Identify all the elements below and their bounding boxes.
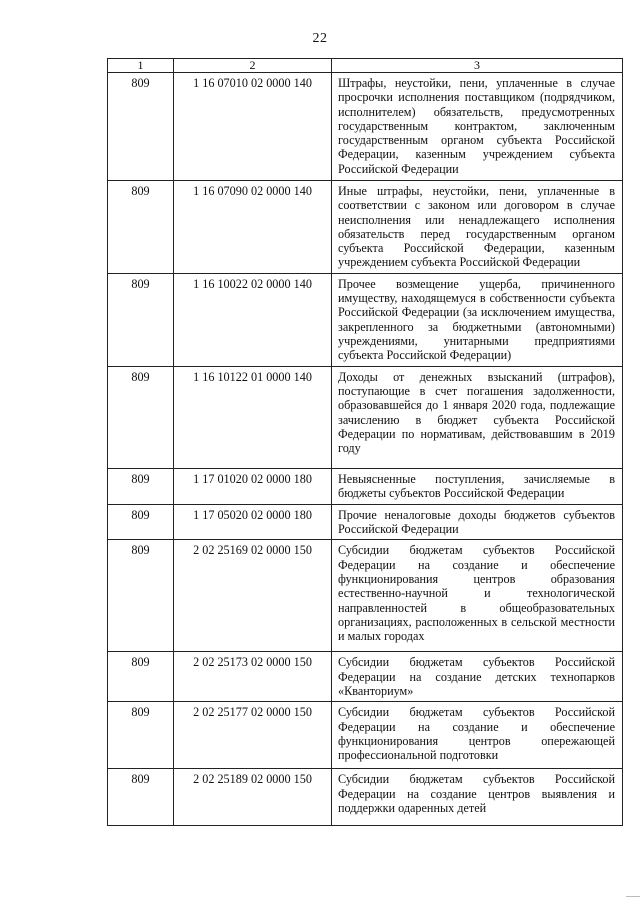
- description-cell: Прочее возмещение ущерба, причиненного имуществу, находящемуся в собственности субъекта Российской Федерации (за исключением имущества, закрепленного за бюджетными (автономными) учреждениями, унитарными предприятиями субъекта Российской Федерации): [332, 273, 623, 366]
- table-row: [108, 468, 623, 504]
- table-row: [108, 181, 623, 274]
- budget-code-cell: 2 02 25173 02 0000 150: [174, 652, 332, 702]
- budget-code-cell: 2 02 25189 02 0000 150: [174, 769, 332, 826]
- column-header-3: 3: [332, 59, 623, 73]
- admin-code-cell: 809: [108, 504, 174, 540]
- budget-code-cell: 1 17 01020 02 0000 180: [174, 468, 332, 504]
- description-cell: Субсидии бюджетам субъектов Российской Федерации на создание и обеспечение функционирования центров образования естественно-научной и технологической направленностей в общеобразовательных организациях, расположенных в сельской местности и малых городах: [332, 540, 623, 652]
- admin-code-cell: 809: [108, 181, 174, 274]
- budget-code-cell: 1 16 10122 01 0000 140: [174, 366, 332, 468]
- admin-code-cell: 809: [108, 468, 174, 504]
- admin-code-cell: 809: [108, 702, 174, 769]
- budget-code-cell: 2 02 25177 02 0000 150: [174, 702, 332, 769]
- description-cell: Штрафы, неустойки, пени, уплаченные в случае просрочки исполнения поставщиком (подрядчиком, исполнителем) обязательств, предусмотренных государственным контрактом, заключенным государственным органом субъекта Российской Федерации, казенным учреждением субъекта Российской Федерации: [332, 73, 623, 181]
- revenue-codes-table: [107, 58, 623, 826]
- table-row: [108, 504, 623, 540]
- admin-code-cell: 809: [108, 366, 174, 468]
- page-number: 22: [312, 31, 328, 46]
- admin-code-cell: 809: [108, 273, 174, 366]
- description-cell: Субсидии бюджетам субъектов Российской Федерации на создание и обеспечение функционирования центров опережающей профессиональной подготовки: [332, 702, 623, 769]
- admin-code-cell: 809: [108, 769, 174, 826]
- table-header-row: [108, 59, 623, 73]
- scan-edge-mark: [626, 896, 640, 897]
- table-row: [108, 769, 623, 826]
- admin-code-cell: 809: [108, 540, 174, 652]
- column-header-1: 1: [108, 59, 174, 73]
- description-cell: Субсидии бюджетам субъектов Российской Федерации на создание детских технопарков «Кванториум»: [332, 652, 623, 702]
- budget-code-cell: 1 16 10022 02 0000 140: [174, 273, 332, 366]
- budget-code-cell: 1 16 07090 02 0000 140: [174, 181, 332, 274]
- column-header-2: 2: [174, 59, 332, 73]
- table-row: [108, 702, 623, 769]
- description-cell: Субсидии бюджетам субъектов Российской Федерации на создание центров выявления и поддержки одаренных детей: [332, 769, 623, 826]
- description-cell: Иные штрафы, неустойки, пени, уплаченные в соответствии с законом или договором в случае неисполнения или ненадлежащего исполнения обязательств перед государственным органом субъекта Российской Федерации, казенным учреждением субъекта Российской Федерации: [332, 181, 623, 274]
- table-row: [108, 366, 623, 468]
- admin-code-cell: 809: [108, 73, 174, 181]
- budget-code-cell: 1 17 05020 02 0000 180: [174, 504, 332, 540]
- description-cell: Доходы от денежных взысканий (штрафов), поступающие в счет погашения задолженности, образовавшейся до 1 января 2020 года, подлежащие зачислению в бюджет субъекта Российской Федерации по нормативам, действовавшим в 2019 году: [332, 366, 623, 468]
- admin-code-cell: 809: [108, 652, 174, 702]
- table-row: [108, 652, 623, 702]
- table-row: [108, 540, 623, 652]
- table-row: [108, 273, 623, 366]
- description-cell: Прочие неналоговые доходы бюджетов субъектов Российской Федерации: [332, 504, 623, 540]
- budget-code-cell: 1 16 07010 02 0000 140: [174, 73, 332, 181]
- table-row: [108, 73, 623, 181]
- description-cell: Невыясненные поступления, зачисляемые в бюджеты субъектов Российской Федерации: [332, 468, 623, 504]
- budget-code-cell: 2 02 25169 02 0000 150: [174, 540, 332, 652]
